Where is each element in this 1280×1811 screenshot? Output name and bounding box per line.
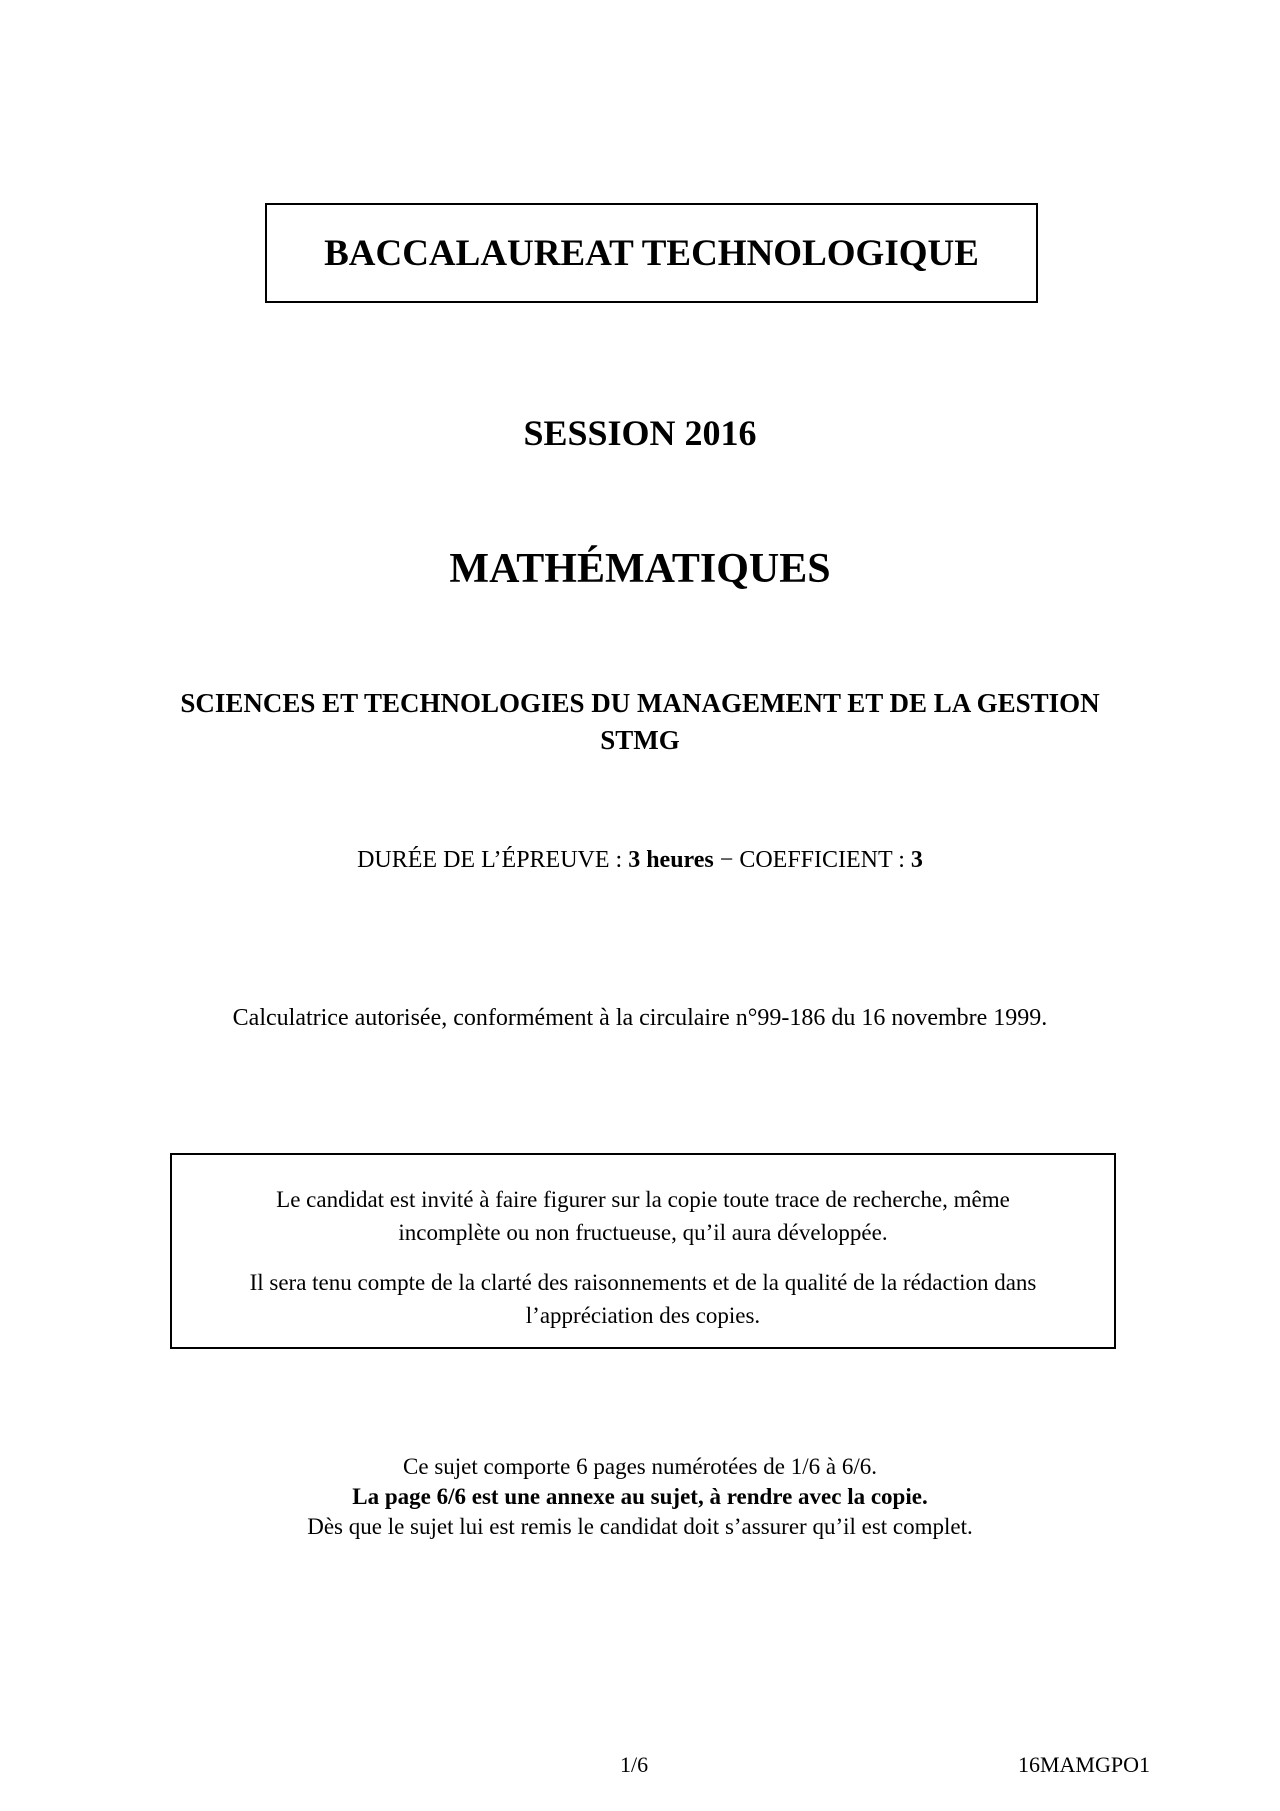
subject-info-line-1: Ce sujet comporte 6 pages numérotées de 1/6 à 6/6. — [403, 1454, 877, 1479]
candidate-notice-box — [170, 1153, 1116, 1349]
subject-info — [0, 1452, 1280, 1542]
notice-paragraph-2 — [172, 1266, 1114, 1332]
session-heading: SESSION 2016 — [523, 413, 757, 453]
notice-p1-line2: incomplète ou non fructueuse, qu’il aura développée. — [398, 1220, 888, 1245]
document-code: 16MAMGPO1 — [1017, 1752, 1150, 1777]
subject-info-line-3: Dès que le sujet lui est remis le candidat doit s’assurer qu’il est complet. — [307, 1514, 973, 1539]
exam-title-box — [265, 203, 1038, 303]
coefficient-label: COEFFICIENT : — [739, 847, 911, 873]
duration-hours: 3 heures — [628, 847, 714, 873]
notice-paragraph-1 — [172, 1183, 1114, 1249]
subject-heading: MATHÉMATIQUES — [449, 546, 831, 592]
series-line-1: SCIENCES ET TECHNOLOGIES DU MANAGEMENT ET DE LA GESTION — [180, 688, 1100, 718]
series-line-2: STMG — [600, 725, 680, 755]
series-heading — [0, 685, 1280, 759]
calculator-note: Calculatrice autorisée, conformément à la circulaire n°99-186 du 16 novembre 1999. — [232, 1005, 1048, 1031]
duration-label: DURÉE DE L’ÉPREUVE : — [357, 847, 629, 873]
notice-p1-line1: Le candidat est invité à faire figurer sur la copie toute trace de recherche, même — [276, 1187, 1010, 1212]
notice-p2-line2: l’appréciation des copies. — [525, 1303, 761, 1328]
duration-separator: − — [713, 847, 740, 873]
page-number: 1/6 — [620, 1752, 649, 1777]
exam-title: BACCALAUREAT TECHNOLOGIQUE — [324, 232, 979, 274]
duration-line — [0, 847, 1280, 874]
coefficient-value: 3 — [910, 847, 923, 873]
subject-info-line-2: La page 6/6 est une annexe au sujet, à rendre avec la copie. — [352, 1484, 928, 1509]
notice-p2-line1: Il sera tenu compte de la clarté des raisonnements et de la qualité de la rédaction dans — [249, 1270, 1037, 1295]
